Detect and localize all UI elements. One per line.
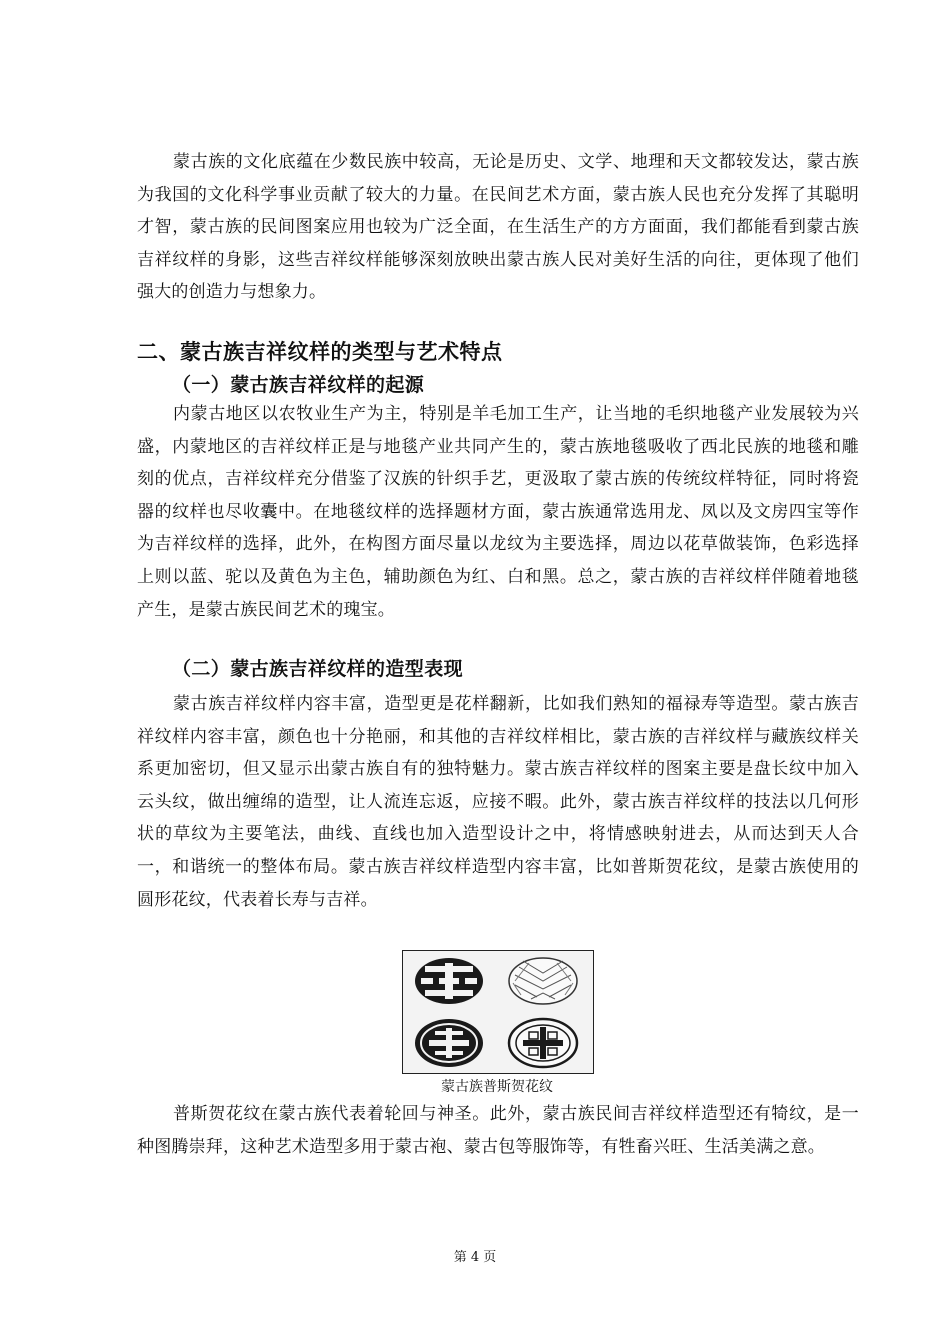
pattern-emblem-3	[415, 1019, 483, 1067]
after-figure-paragraph: 普斯贺花纹在蒙古族代表着轮回与神圣。此外，蒙古族民间吉祥纹样造型还有犄纹，是一种图腾崇拜，这种艺术造型多用于蒙古袍、蒙古包等服饰等，有牲畜兴旺、生活美满之意。	[137, 1104, 859, 1157]
pattern-emblem-2	[509, 958, 577, 1004]
figure-caption: 蒙古族普斯贺花纹	[441, 1079, 553, 1095]
pattern-emblem-4	[509, 1019, 577, 1067]
pattern-figure	[402, 950, 594, 1074]
form-paragraph: 蒙古族吉祥纹样内容丰富，造型更是花样翻新，比如我们熟知的福禄寿等造型。蒙古族吉祥纹样内容丰富，颜色也十分艳丽，和其他的吉祥纹样相比，蒙古族的吉祥纹样与藏族纹样关系更加密切，但又显示出蒙古族自有的独特魅力。蒙古族吉祥纹样的图案主要是盘长纹中加入云头纹，做出缠绵的造型，让人流连忘返，应接不暇。此外，蒙古族吉祥纹样的技法以几何形状的草纹为主要笔法，曲线、直线也加入造型设计之中，将情感映射进去，从而达到天人合一，和谐统一的整体布局。蒙古族吉祥纹样造型内容丰富，比如普斯贺花纹，是蒙古族使用的圆形花纹，代表着长寿与吉祥。	[137, 694, 859, 910]
section-heading-2: 二、蒙古族吉祥纹样的类型与艺术特点	[137, 340, 503, 364]
pusihe-pattern-image	[403, 951, 593, 1073]
subheading-origin: （一）蒙古族吉祥纹样的起源	[172, 374, 425, 396]
pattern-emblem-1	[415, 958, 483, 1004]
origin-paragraph: 内蒙古地区以农牧业生产为主，特别是羊毛加工生产，让当地的毛织地毯产业发展较为兴盛，内蒙地区的吉祥纹样正是与地毯产业共同产生的，蒙古族地毯吸收了西北民族的地毯和雕刻的优点，吉祥纹样充分借鉴了汉族的针织手艺，更汲取了蒙古族的传统纹样特征，同时将瓷器的纹样也尽收囊中。在地毯纹样的选择题材方面，蒙古族通常选用龙、凤以及文房四宝等作为吉祥纹样的选择，此外，在构图方面尽量以龙纹为主要选择，周边以花草做装饰，色彩选择上则以蓝、驼以及黄色为主色，辅助颜色为红、白和黑。总之，蒙古族的吉祥纹样伴随着地毯产生，是蒙古族民间艺术的瑰宝。	[137, 404, 859, 620]
intro-paragraph: 蒙古族的文化底蕴在少数民族中较高，无论是历史、文学、地理和天文都较发达，蒙古族为我国的文化科学事业贡献了较大的力量。在民间艺术方面，蒙古族人民也充分发挥了其聪明才智，蒙古族的民间图案应用也较为广泛全面，在生活生产的方方面面，我们都能看到蒙古族吉祥纹样的身影，这些吉祥纹样能够深刻放映出蒙古族人民对美好生活的向往，更体现了他们强大的创造力与想象力。	[137, 152, 859, 303]
subheading-form: （二）蒙古族吉祥纹样的造型表现	[172, 658, 464, 680]
page-number: 第 4 页	[453, 1250, 497, 1265]
